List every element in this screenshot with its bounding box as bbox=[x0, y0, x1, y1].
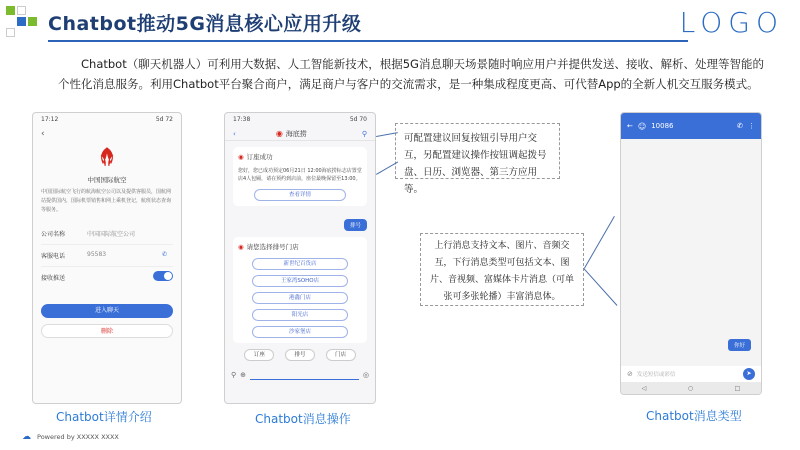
connector-line bbox=[584, 216, 615, 268]
phone-icon[interactable]: ✆ bbox=[161, 251, 167, 258]
store-option-button[interactable]: 阳光店 bbox=[252, 309, 348, 321]
profile-icon[interactable]: ⚲ bbox=[361, 129, 367, 138]
connector-line bbox=[583, 268, 617, 306]
push-toggle[interactable] bbox=[153, 271, 173, 281]
header-squares-icon bbox=[6, 6, 38, 36]
company-desc: 中国国际航空飞行的航海航空公司以及提供客服员，国航网站提供国内，国际机票销售和网上乘机登记，航班状态查询等服务。 bbox=[41, 189, 172, 213]
enter-chat-button[interactable]: 进入聊天 bbox=[41, 304, 173, 318]
attach-icon[interactable]: ⚲ bbox=[231, 371, 237, 379]
caption-detail: Chatbot详情介绍 bbox=[56, 410, 152, 424]
send-icon[interactable]: ➤ bbox=[743, 368, 755, 380]
quick-reply-button[interactable]: 门店 bbox=[326, 349, 356, 361]
delete-button[interactable]: 删除 bbox=[41, 324, 173, 338]
store-option-button[interactable]: 港鑫门店 bbox=[252, 292, 348, 304]
nav-home-icon[interactable]: ○ bbox=[687, 384, 694, 392]
footer bbox=[22, 432, 119, 442]
company-name: 中国国际航空 bbox=[87, 176, 127, 184]
attach-icon[interactable]: ⊘ bbox=[627, 370, 633, 378]
caption-types: Chatbot消息类型 bbox=[646, 409, 742, 423]
info-row: 接收推送 bbox=[41, 267, 173, 288]
status-time: 17:12 bbox=[41, 116, 59, 123]
store-option-button[interactable]: 王家湾SOHO店 bbox=[252, 275, 348, 287]
caption-operations: Chatbot消息操作 bbox=[255, 412, 351, 426]
intro-paragraph: Chatbot（聊天机器人）可利用大数据、人工智能新技术，根据5G消息聊天场景随时响应用户并提供发送、接收、解析、处理等智能的个性化消息服务。利用Chatbot平台聚合商户，满足商户与客户的交流需求，是一种集成程度更高、可代替App的全新人机交互服务模式。 bbox=[58, 57, 764, 91]
footer-text: Powered by XXXXX XXXX bbox=[37, 433, 119, 441]
store-option-button[interactable]: 新世纪百货店 bbox=[252, 258, 348, 270]
message-input[interactable] bbox=[250, 370, 359, 380]
brand-logo-icon: ◉ bbox=[238, 242, 244, 251]
info-row: 公司名称 中国国际航空公司 bbox=[41, 223, 173, 245]
add-icon[interactable]: ⊕ bbox=[240, 371, 247, 379]
message-input[interactable]: 发送短信或彩信 bbox=[636, 372, 676, 378]
note-suggestions: 可配置建议回复按钮引导用户交互，另配置建议操作按钮调起拨号盘、日历、浏览器、第三方应用等。 bbox=[395, 123, 560, 179]
quick-reply-button[interactable]: 排号 bbox=[285, 349, 315, 361]
phone-message-types bbox=[620, 112, 762, 395]
nav-recent-icon[interactable]: □ bbox=[734, 384, 741, 392]
order-card: ◉ 订座成功 您好，您已成功预定06月21日 12:00海底捞标志店置堂店4人包厢，请在预约到店前，座位最晚保留至13:00。 查看详情 bbox=[233, 147, 367, 206]
back-arrow-icon[interactable]: ← bbox=[627, 122, 633, 130]
info-row[interactable]: 客服电话 95583 ✆ bbox=[41, 245, 173, 267]
logo: LOGO bbox=[679, 6, 784, 39]
page-title: Chatbot推动5G消息核心应用升级 bbox=[48, 13, 362, 35]
header-divider bbox=[48, 40, 688, 42]
phone-detail bbox=[32, 112, 182, 404]
status-icons: 5d 70 bbox=[349, 116, 367, 123]
avatar: ☺ bbox=[637, 121, 647, 131]
message-bubble: 你好 bbox=[728, 339, 751, 351]
brand-logo-icon: ◉ bbox=[238, 152, 244, 161]
back-arrow-icon[interactable]: ‹ bbox=[233, 129, 236, 138]
status-icons: 5d 72 bbox=[155, 116, 173, 123]
back-arrow-icon[interactable]: ‹ bbox=[41, 129, 45, 139]
order-card-text: 您好，您已成功预定06月21日 12:00海底捞标志店置堂店4人包厢，请在预约到店前，座位最晚保留至13:00。 bbox=[238, 168, 362, 182]
note-message-types: 上行消息支持文本、图片、音频交互，下行消息类型可包括文本、图片、音视频、富媒体卡片消息（可单张可多张轮播）丰富消息体。 bbox=[420, 233, 584, 306]
phone-operations bbox=[224, 112, 376, 404]
store-card: ◉ 请您选择排号门店 新世纪百货店 王家湾SOHO店 港鑫门店 阳光店 沙家堡店 bbox=[233, 237, 367, 343]
user-message-bubble: 排号 bbox=[344, 219, 367, 231]
view-details-button[interactable]: 查看详情 bbox=[254, 189, 346, 201]
brand-logo-icon bbox=[33, 145, 181, 173]
cloud-icon: ☁ bbox=[22, 432, 31, 442]
chat-name: 海底捞 bbox=[285, 129, 307, 138]
menu-icon[interactable]: ⋮ bbox=[748, 122, 755, 130]
nav-back-icon[interactable]: ◁ bbox=[641, 384, 647, 392]
phone-icon[interactable]: ✆ bbox=[737, 122, 743, 130]
send-icon[interactable]: ◎ bbox=[362, 371, 369, 379]
quick-reply-button[interactable]: 订座 bbox=[244, 349, 274, 361]
brand-logo-icon: ◉ bbox=[275, 129, 283, 138]
store-option-button[interactable]: 沙家堡店 bbox=[252, 326, 348, 338]
contact-number: 10086 bbox=[651, 122, 674, 130]
status-time: 17:38 bbox=[233, 116, 251, 123]
